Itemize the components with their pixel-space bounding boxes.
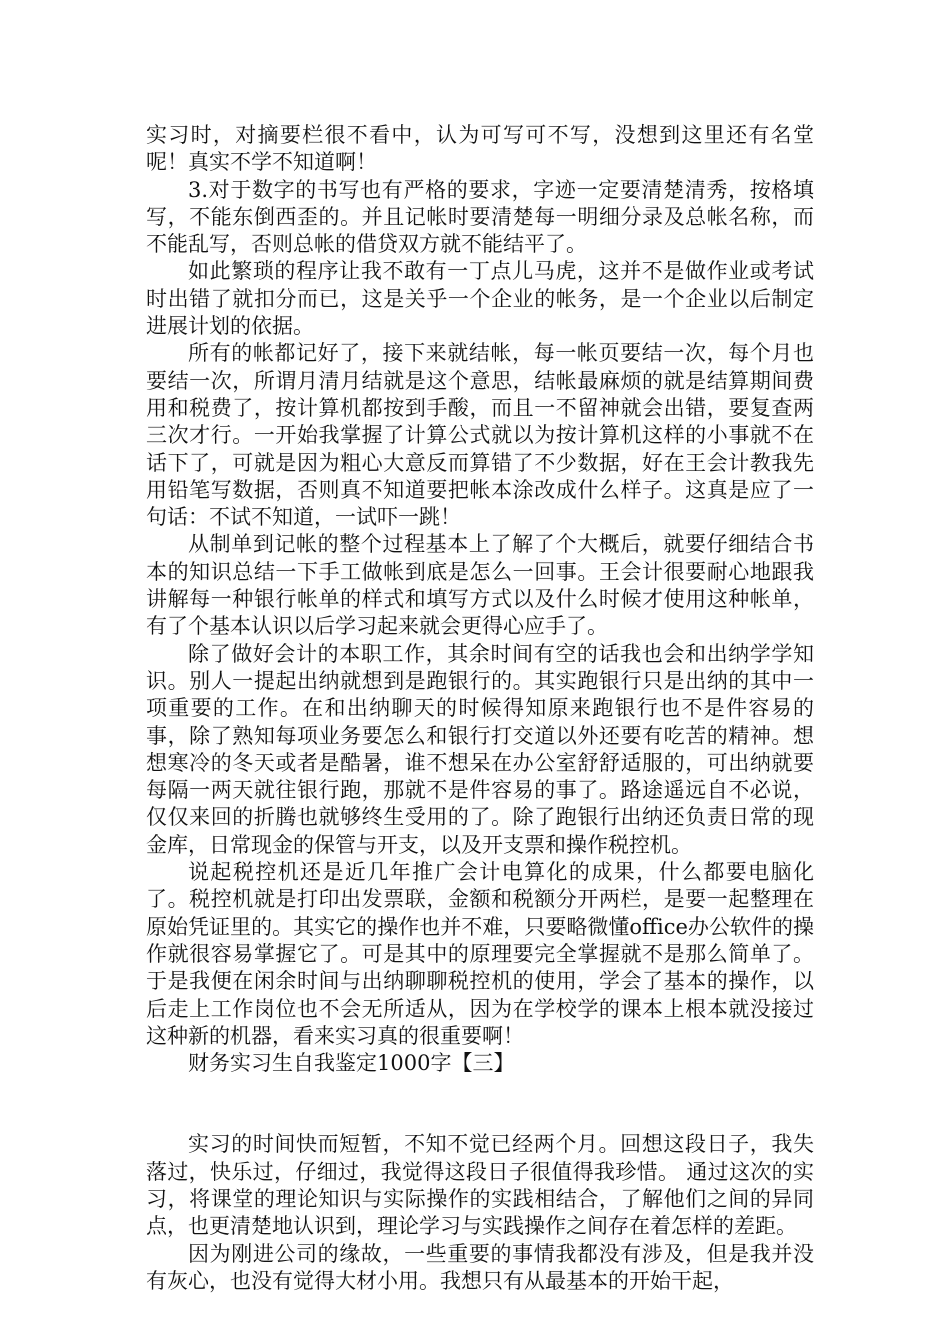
paragraph: 所有的帐都记好了，接下来就结帐，每一帐页要结一次，每个月也要结一次，所谓月清月结就是这个意思，结帐最麻烦的就是结算期间费用和税费了，按计算机都按到手酸，而且一不留神就会出错，要复查两三次才行。一开始我掌握了计算公式就以为按计算机这样的小事就不在话下了，可就是因为粗心大意反而算错了不少数据，好在王会计教我先用铅笔写数据，否则真不知道要把帐本涂改成什么样子。这真是应了一句话：不试不知道，一试吓一跳！ [146, 341, 814, 530]
paragraph: 实习时，对摘要栏很不看中，认为可写可不写，没想到这里还有名堂呢！真实不学不知道啊！ [146, 123, 814, 175]
paragraph: 从制单到记帐的整个过程基本上了解了个大概后，就要仔细结合书本的知识总结一下手工做帐到底是怎么一回事。王会计很要耐心地跟我讲解每一种银行帐单的样式和填写方式以及什么时候才使用这种帐单，有了个基本认识以后学习起来就会更得心应手了。 [146, 532, 814, 639]
paragraph: 除了做好会计的本职工作，其余时间有空的话我也会和出纳学学知识。别人一提起出纳就想到是跑银行的。其实跑银行只是出纳的其中一项重要的工作。在和出纳聊天的时候得知原来跑银行也不是件容易的事，除了熟知每项业务要怎么和银行打交道以外还要有吃苦的精神。想想寒冷的冬天或者是酷暑，谁不想呆在办公室舒舒适服的，可出纳就要每隔一两天就往银行跑，那就不是件容易的事了。路途遥远自不必说，仅仅来回的折腾也就够终生受用的了。除了跑银行出纳还负责日常的现金库，日常现金的保管与开支，以及开支票和操作税控机。 [146, 641, 814, 857]
paragraph: 实习的时间快而短暂，不知不觉已经两个月。回想这段日子，我失落过，快乐过，仔细过，我觉得这段日子很值得我珍惜。 通过这次的实习，将课堂的理论知识与实际操作的实践相结合，了解他们之间的异同点，也更清楚地认识到，理论学习与实践操作之间存在着怎样的差距。 [146, 1132, 814, 1239]
section-title: 财务实习生自我鉴定1000字【三】 [188, 1051, 515, 1076]
paragraph: 说起税控机还是近几年推广会计电算化的成果，什么都要电脑化了。税控机就是打印出发票联，金额和税额分开两栏，是要一起整理在原始凭证里的。其实它的操作也并不难，只要略微懂office办公软件的操作就很容易掌握它了。可是其中的原理要完全掌握就不是那么简单了。于是我便在闲余时间与出纳聊聊税控机的使用，学会了基本的操作，以后走上工作岗位也不会无所适从，因为在学校学的课本上根本就没接过这种新的机器，看来实习真的很重要啊！ [146, 860, 814, 1048]
paragraph: 因为刚进公司的缘故，一些重要的事情我都没有涉及，但是我并没有灰心，也没有觉得大材小用。我想只有从最基本的开始干起， [146, 1241, 814, 1293]
document-body [146, 122, 814, 1295]
blank-line [146, 1077, 814, 1131]
paragraph: 3.对于数字的书写也有严格的要求，字迹一定要清楚清秀，按格填写，不能东倒西歪的。并且记帐时要清楚每一明细分录及总帐名称，而不能乱写，否则总帐的借贷双方就不能结平了。 [146, 177, 814, 257]
paragraph: 如此繁琐的程序让我不敢有一丁点儿马虎，这并不是做作业或考试时出错了就扣分而已，这是关乎一个企业的帐务，是一个企业以后制定进展计划的依据。 [146, 259, 814, 339]
